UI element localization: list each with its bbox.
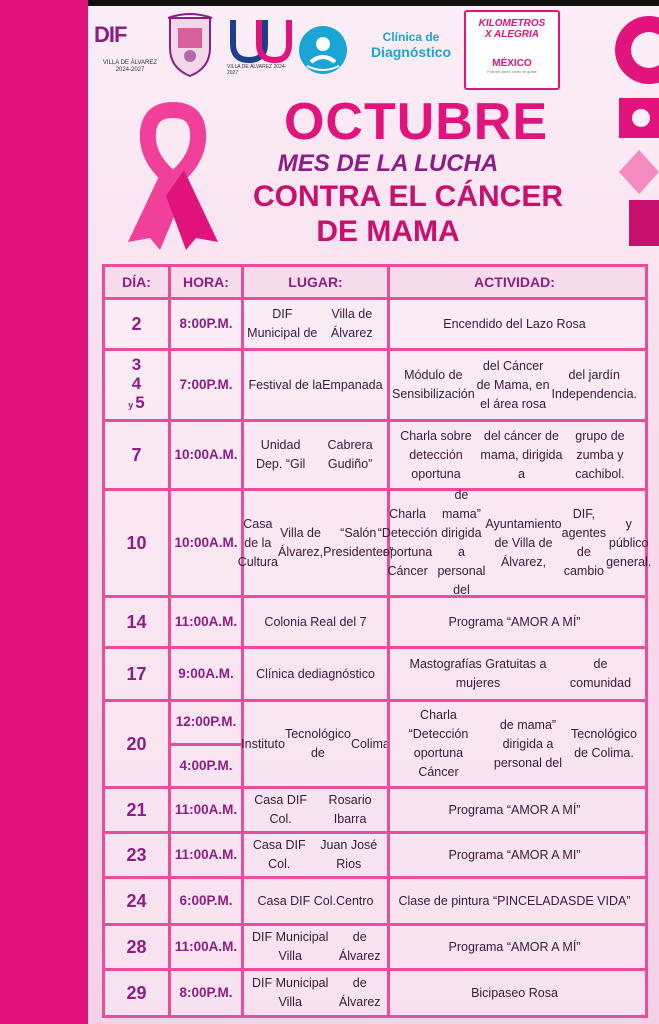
cell-text: 11:00 [174, 802, 209, 817]
dif-logo-text: DIF [94, 22, 127, 47]
cell-text: Programa “AMOR A MÍ” [448, 802, 581, 817]
cell-text: Ayuntamiento de Villa de Álvarez, [485, 516, 562, 569]
cell-text: 10:00 [174, 447, 210, 462]
cell-lugar [241, 834, 387, 876]
cell-actividad [387, 300, 639, 348]
cell-text: Festival de la [248, 377, 323, 392]
cell-hora [168, 491, 241, 595]
poster [88, 0, 659, 1024]
cell-actividad [387, 879, 639, 923]
cell-hora [168, 351, 241, 419]
cell-text: A.M. [205, 666, 234, 681]
clinica-line2: Diagnóstico [370, 44, 452, 60]
cell-actividad [387, 351, 639, 419]
cell-text: 12:00 [175, 714, 211, 730]
cell-text: Casa DIF Col. [252, 838, 306, 871]
cell-text: Villa de Álvarez, [277, 526, 324, 559]
cell-text: Unidad Dep. “Gil [255, 438, 306, 471]
cell-actividad [387, 971, 639, 1015]
cell-text: A.M. [208, 802, 238, 817]
cell-text: P.M. [210, 714, 237, 730]
cell-text: 11:00 [174, 614, 209, 629]
cell-text: 10:00 [174, 535, 210, 550]
km-line3: MÉXICO [492, 58, 532, 69]
cell-actividad [387, 789, 639, 831]
cell-hora [168, 879, 241, 923]
cell-text: de Álvarez [338, 976, 381, 1009]
cell-text: A.M. [209, 535, 238, 550]
cell-text: 11:00 [174, 939, 209, 954]
cell-text: Rosario Ibarra [328, 793, 372, 826]
dia-last [128, 393, 144, 415]
cell-text: A.M. [208, 614, 238, 629]
cell-text: Charla sobre detección oportuna [400, 428, 472, 481]
cell-lugar [241, 971, 387, 1015]
cell-text: grupo de zumba y cachibol. [575, 428, 625, 481]
dif-logo-caption: VILLA DE ÁLVAREZ 2024-2027 [102, 60, 158, 73]
table-header [105, 267, 645, 297]
cell-lugar [241, 926, 387, 968]
cell-dia: 21 [126, 799, 147, 820]
cell-dia: 10 [126, 532, 147, 553]
table-row [105, 646, 645, 699]
cell-hora [168, 300, 241, 348]
title-octubre: OCTUBRE [283, 93, 549, 151]
municipal-seal-icon [164, 12, 216, 78]
cell-text: Casa DIF Col. [254, 793, 307, 826]
cell-text: Cabrera Gudiño” [327, 438, 373, 471]
cell-dia: 17 [126, 663, 147, 684]
table-row [105, 419, 645, 488]
cell-dia: 7 [131, 444, 142, 465]
cell-lugar [241, 300, 387, 348]
cell-lugar [241, 422, 387, 488]
cell-text: P.M. [206, 316, 233, 331]
cell-dia: 24 [126, 890, 147, 911]
dif-logo [94, 14, 156, 78]
km-line2: X ALEGRIA [484, 29, 540, 40]
cell-text: de mama” dirigida a personal del [493, 717, 563, 770]
table-row [105, 831, 645, 876]
cell-text: P.M. [206, 757, 233, 773]
table-row [105, 968, 645, 1015]
cell-lugar [241, 598, 387, 646]
cell-actividad [377, 488, 652, 597]
cell-actividad [387, 834, 639, 876]
cell-text: del cáncer de mama, dirigida a [480, 428, 563, 481]
cell-text: Encendido del Lazo Rosa [443, 316, 586, 331]
header-actividad: ACTIVIDAD: [387, 267, 639, 297]
clinica-logo-text [356, 30, 466, 60]
cell-hora [168, 971, 241, 1015]
dia-number: 5 [135, 393, 145, 412]
cell-text: Empanada [322, 377, 383, 392]
cell-text: 8:00 [179, 985, 207, 1000]
table-row [105, 488, 652, 597]
cell-text: A.M. [209, 447, 238, 462]
villa-alvarez-logo [225, 16, 293, 78]
cell-text: 7:00 [179, 377, 207, 392]
cell-text: 6:00 [179, 893, 207, 908]
cell-actividad [387, 422, 639, 488]
cell-text: DIF, agentes de cambio [561, 507, 607, 578]
cell-dia: 14 [126, 611, 147, 632]
cell-text: “Salón Presidentes” [323, 526, 394, 559]
cell-dia: 23 [126, 844, 147, 865]
table-row [105, 297, 645, 348]
cell-dia: 20 [126, 733, 147, 754]
header-lugar: LUGAR: [241, 267, 387, 297]
cell-text: Programa “AMOR A MÍ” [448, 939, 581, 954]
cell-hora [168, 422, 241, 488]
table-row [105, 876, 645, 923]
cell-text: de mama” dirigida a personal del [437, 488, 486, 597]
cell-text: Bicipaseo Rosa [471, 985, 558, 1000]
cell-lugar [241, 351, 387, 419]
top-strip [88, 0, 659, 6]
cell-text: 8:00 [179, 316, 207, 331]
cell-text: P.M. [206, 893, 233, 908]
pink-ribbon-icon [118, 100, 228, 250]
cell-actividad [387, 926, 639, 968]
cell-text: Módulo de Sensibilización [392, 368, 475, 401]
subtitle-mama: DE MAMA [316, 215, 460, 248]
cell-text: 11:00 [174, 847, 209, 862]
cell-text: DE VIDA” [576, 893, 631, 908]
cell-text: Mastografías Gratuitas a mujeres [409, 657, 547, 690]
cell-dia: 2 [131, 313, 142, 334]
cell-lugar [241, 702, 390, 786]
cell-dia: 29 [126, 982, 147, 1003]
cell-text: diagnóstico [311, 666, 375, 681]
kilometros-alegria-logo [464, 10, 560, 90]
cell-text: Charla “Detección oportuna Cáncer [377, 507, 438, 578]
table-row [105, 923, 645, 968]
dia-number: 4 [131, 374, 142, 393]
cell-text: Charla “Detección oportuna Cáncer [408, 708, 469, 779]
cell-dia [105, 351, 168, 419]
cell-text: Casa DIF Col. [257, 893, 336, 908]
header-hora: HORA: [168, 267, 241, 297]
cell-lugar [241, 649, 387, 699]
cell-text: Programa “AMOR A MÍ” [448, 614, 581, 629]
cell-text: A.M. [208, 939, 238, 954]
header-dia: DÍA: [122, 273, 151, 290]
cell-text: Clase de pintura “PINCELADAS [398, 893, 577, 908]
cell-text: Tecnológico de Colima. [570, 727, 637, 760]
cell-text: DIF Municipal de [247, 307, 318, 340]
cell-dia: 28 [126, 936, 147, 957]
cell-text: y público general. [606, 516, 652, 569]
cell-text: Instituto [241, 736, 285, 751]
dia-y: y [128, 400, 134, 410]
cell-lugar [237, 491, 394, 595]
table-row [105, 348, 645, 419]
cell-text: Colonia Real del 7 [264, 614, 367, 629]
table-row [105, 595, 645, 646]
cell-text: Centro [335, 893, 374, 908]
clinica-line1: Clínica de [382, 30, 440, 44]
cell-text: 4:00 [179, 757, 207, 773]
dia-number: 3 [131, 355, 142, 374]
cell-actividad [387, 702, 639, 786]
cell-text: Juan José Rios [320, 838, 378, 871]
km-line4: Puedes tanto como te guste [487, 69, 537, 74]
cell-text: Casa de la Cultura [237, 516, 278, 569]
cell-text: 9:00 [178, 666, 206, 681]
cell-text: de Álvarez [338, 930, 381, 963]
cell-text: del jardín Independencia. [551, 368, 638, 401]
hora-slot [171, 743, 241, 787]
hora-slot [171, 702, 241, 743]
cell-hora [168, 789, 241, 831]
cell-lugar [241, 789, 387, 831]
cell-text: Clínica de [256, 666, 312, 681]
cell-text: Programa “AMOR A MI” [448, 847, 581, 862]
clinica-icon [299, 26, 347, 74]
table-row [105, 699, 645, 786]
km-line1: KILOMETROS [478, 18, 546, 29]
cell-hora [168, 649, 241, 699]
cell-hora [168, 834, 241, 876]
villa-logo-caption: VILLA DE ÁLVAREZ 2024-2027 [227, 64, 287, 76]
cell-text: de comunidad [569, 657, 632, 690]
table-row [105, 786, 645, 831]
cell-text: P.M. [206, 985, 233, 1000]
cell-actividad [387, 598, 639, 646]
subtitle-contra: CONTRA EL CÁNCER [252, 180, 563, 213]
cell-text: Tecnológico de [284, 727, 351, 760]
cell-hora [168, 702, 241, 786]
cell-hora [168, 598, 241, 646]
cell-lugar [241, 879, 387, 923]
schedule-table [102, 264, 652, 1018]
left-color-bar [0, 0, 88, 1024]
cell-actividad [387, 649, 639, 699]
cell-text: P.M. [206, 377, 233, 392]
cell-text: DIF Municipal Villa [252, 976, 329, 1009]
cell-text: Colima [350, 736, 390, 751]
subtitle-mes: MES DE LA LUCHA [277, 150, 499, 177]
cell-text: Villa de Álvarez [330, 307, 373, 340]
cell-text: DIF Municipal Villa [252, 930, 329, 963]
cell-text: del Cáncer de Mama, en el área rosa [476, 358, 550, 411]
cell-hora [168, 926, 241, 968]
decorative-shapes-icon [599, 0, 659, 250]
cell-text: A.M. [208, 847, 238, 862]
